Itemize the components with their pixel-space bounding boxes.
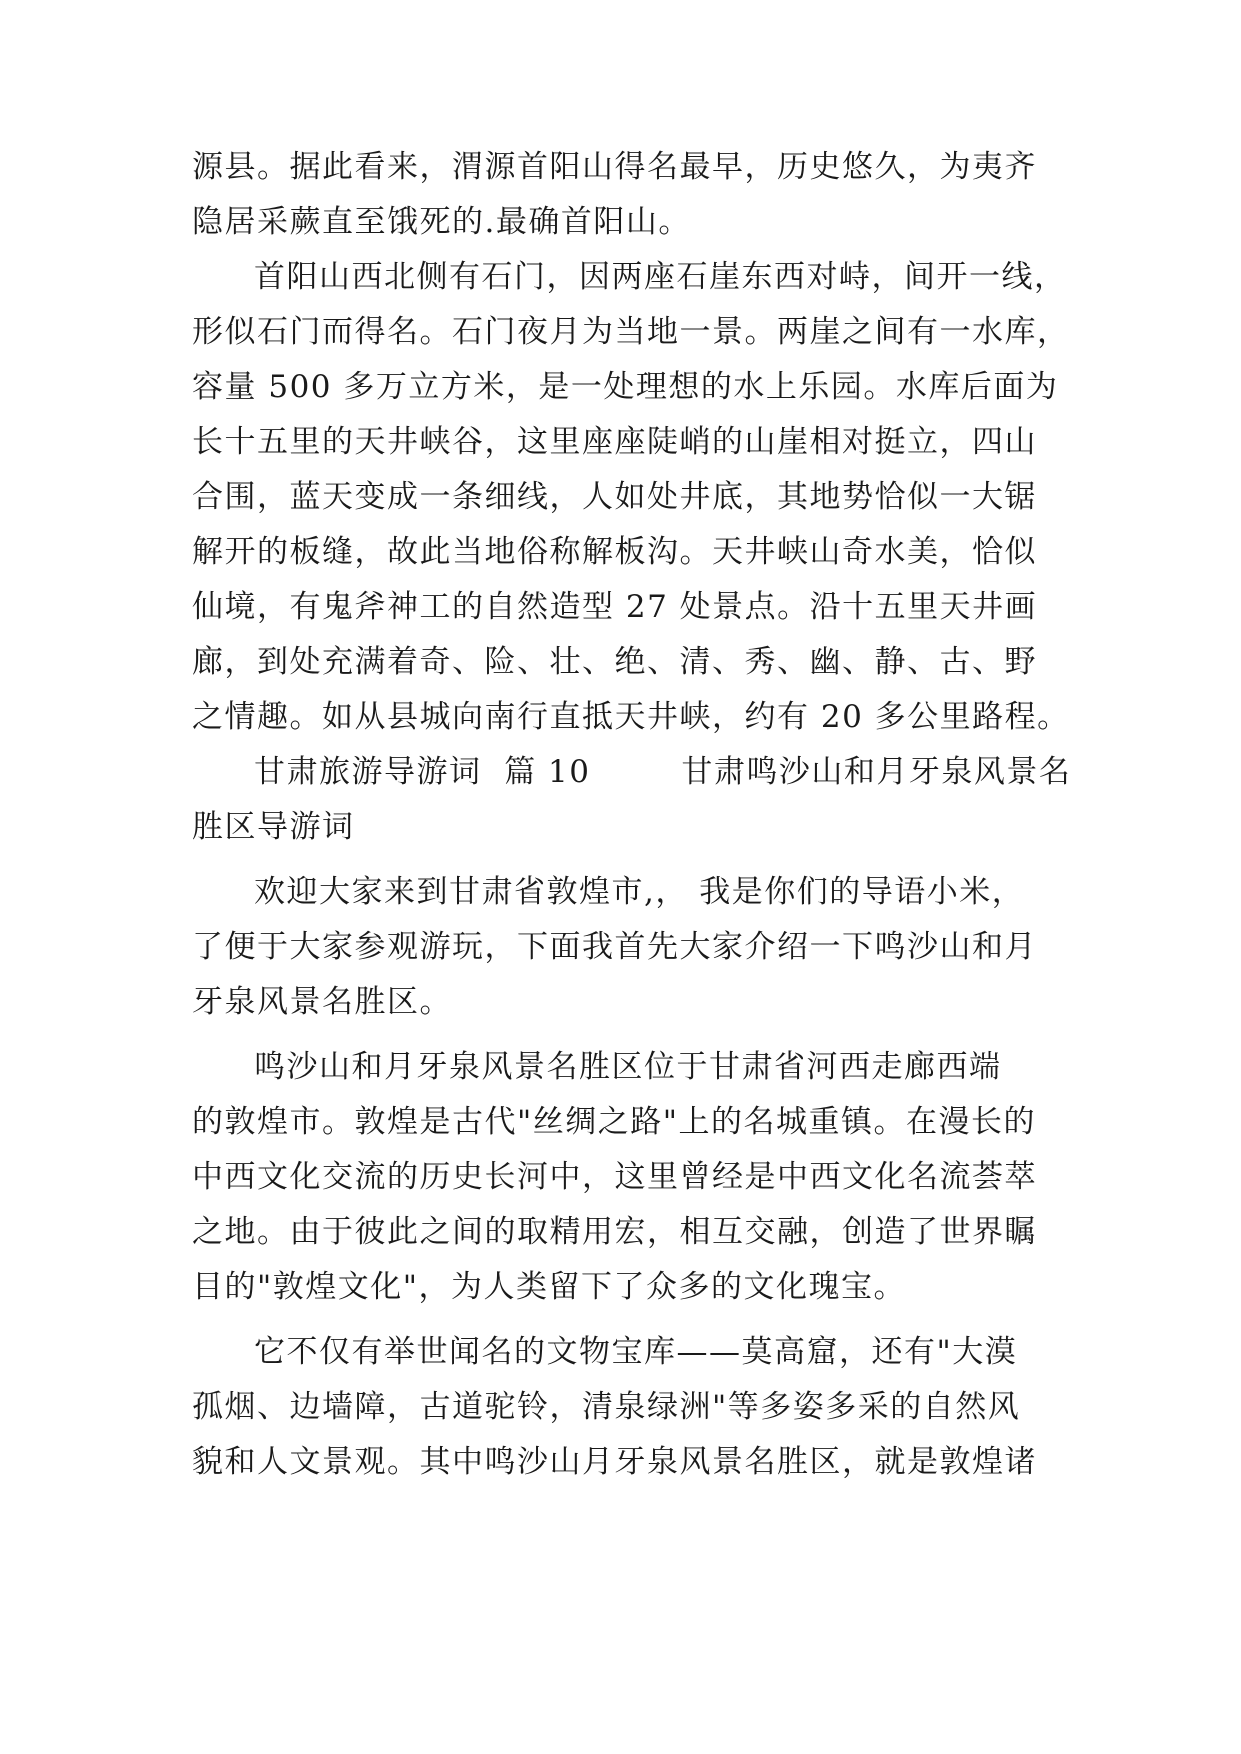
text-line: 解开的板缝，故此当地俗称解板沟。天井峡山奇水美，恰似	[192, 534, 1037, 570]
text-line: 中西文化交流的历史长河中，这里曾经是中西文化名流荟萃	[192, 1159, 1037, 1195]
text-line: 牙泉风景名胜区。	[192, 984, 452, 1020]
text-line: 之情趣。如从县城向南行直抵天井峡，约有 20 多公里路程。	[192, 699, 1070, 735]
text-line: 目的"敦煌文化"，为人类留下了众多的文化瑰宝。	[192, 1269, 907, 1305]
paragraph-first-line: 欢迎大家来到甘肃省敦煌市,， 我是你们的导语小米，	[254, 874, 1025, 910]
text-line: 形似石门而得名。石门夜月为当地一景。两崖之间有一水库，	[192, 314, 1070, 350]
text-line: 之地。由于彼此之间的取精用宏，相互交融，创造了世界瞩	[192, 1214, 1037, 1250]
text-line: 合围，蓝天变成一条细线，人如处井底，其地势恰似一大锯	[192, 479, 1037, 515]
section-heading: 甘肃旅游导游词 篇 10 甘肃鸣沙山和月牙泉风景名	[254, 754, 1072, 790]
paragraph-first-line: 鸣沙山和月牙泉风景名胜区位于甘肃省河西走廊西端	[254, 1049, 1002, 1085]
text-line: 孤烟、边墙障，古道驼铃，清泉绿洲"等多姿多采的自然风	[192, 1389, 1021, 1425]
text-line: 源县。据此看来，渭源首阳山得名最早，历史悠久，为夷齐	[192, 149, 1037, 185]
text-line: 长十五里的天井峡谷，这里座座陡峭的山崖相对挺立，四山	[192, 424, 1037, 460]
section-heading-continued: 胜区导游词	[192, 809, 355, 845]
text-line: 的敦煌市。敦煌是古代"丝绸之路"上的名城重镇。在漫长的	[192, 1104, 1037, 1140]
paragraph-first-line: 首阳山西北侧有石门，因两座石崖东西对峙，间开一线，	[254, 259, 1067, 295]
paragraph-first-line: 它不仅有举世闻名的文物宝库——莫高窟，还有"大漠	[254, 1334, 1018, 1370]
text-line: 隐居采蕨直至饿死的.最确首阳山。	[192, 204, 691, 240]
text-line: 了便于大家参观游玩，下面我首先大家介绍一下鸣沙山和月	[192, 929, 1037, 965]
text-line: 廊，到处充满着奇、险、壮、绝、清、秀、幽、静、古、野	[192, 644, 1037, 680]
text-line: 貌和人文景观。其中鸣沙山月牙泉风景名胜区，就是敦煌诸	[192, 1444, 1037, 1480]
text-line: 仙境，有鬼斧神工的自然造型 27 处景点。沿十五里天井画	[192, 589, 1038, 625]
text-line: 容量 500 多万立方米，是一处理想的水上乐园。水库后面为	[192, 369, 1059, 405]
